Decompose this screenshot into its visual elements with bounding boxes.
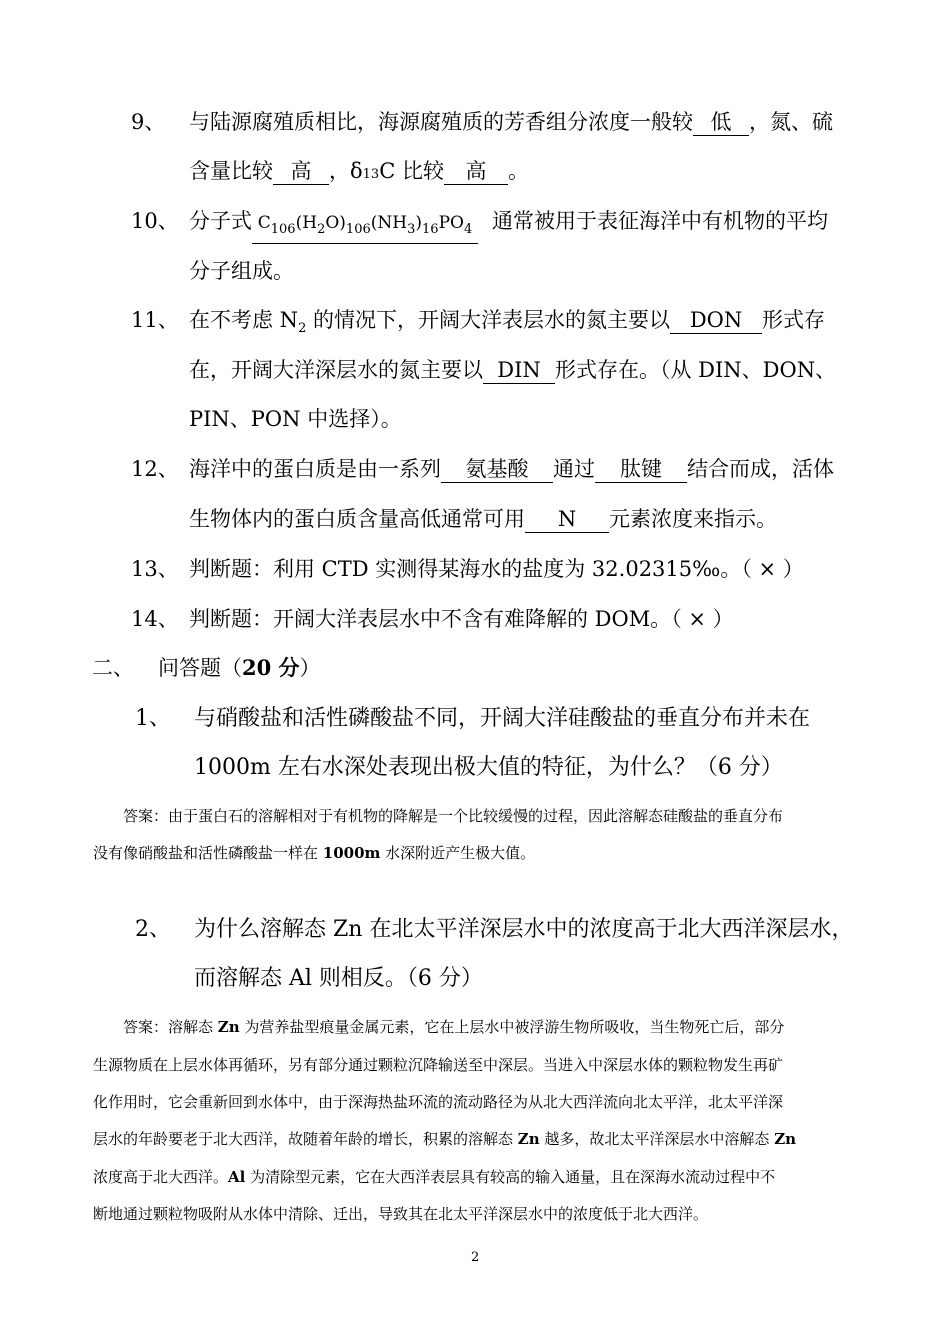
qa2-answer-line-2: 生源物质在上层水体再循环，另有部分通过颗粒沉降输送至中深层。当进入中深层水体的颗粒物发生再矿: [93, 1056, 784, 1074]
q9-text-c: 含量比较: [189, 159, 273, 183]
q10-formula-blank: [252, 210, 478, 244]
q14-number: 14、: [131, 607, 179, 631]
q11-blank-2: DIN: [483, 357, 555, 384]
qa2-answer-bold: Al: [228, 1168, 246, 1186]
formula-part: C: [257, 213, 271, 233]
qa2-answer-bold: Zn: [217, 1018, 240, 1036]
qa2-answer-text: 越多，故北太平洋深层水中溶解态: [539, 1130, 775, 1148]
qa2-answer-text: 为清除型元素，它在大西洋表层具有较高的输入通量，且在深海水流动过程中不: [245, 1168, 776, 1186]
formula-part: (H: [295, 213, 318, 233]
qa2-number: 2、: [135, 917, 171, 942]
q11-blank-1: DON: [670, 307, 762, 334]
q12-text-e: 元素浓度来指示。: [609, 507, 777, 531]
formula-sub: 2: [317, 222, 326, 237]
qa1-answer-line-1: 答案：由于蛋白石的溶解相对于有机物的降解是一个比较缓慢的过程，因此溶解态硅酸盐的垂直分布: [123, 807, 784, 825]
qa1-answer-line-2: [93, 842, 535, 864]
q11-line-1: [189, 306, 825, 343]
q12-number: 12、: [131, 457, 179, 481]
section-2-score: 20 分: [242, 655, 300, 680]
q10-line-1: [189, 207, 828, 244]
formula-part: ): [415, 213, 423, 233]
q12-blank-1: 氨基酸: [441, 456, 553, 483]
qa2-answer-line-6: 断地通过颗粒物吸附从水体中清除、迁出，导致其在北太平洋深层水中的浓度低于北大西洋。: [93, 1205, 709, 1223]
q9-number: 9、: [131, 110, 166, 134]
formula-sub: 4: [463, 222, 473, 237]
q12-text-b: 通过: [553, 457, 595, 481]
q9-blank-2: 高: [273, 158, 329, 185]
qa2-answer-text: 层水的年龄要老于北大西洋，故随着年龄的增长，积累的溶解态: [93, 1130, 518, 1148]
q10-line-2: 分子组成。: [189, 259, 294, 283]
q10-text-b: 通常被用于表征海洋中有机物的平均: [492, 209, 828, 233]
section-2-title-text: 问答题（: [158, 656, 242, 680]
qa1-answer-text: 没有像硝酸盐和活性磷酸盐一样在: [93, 844, 323, 862]
q11-line-3: PIN、PON 中选择）。: [189, 407, 402, 431]
q9-blank-3: 高: [444, 158, 508, 185]
q12-blank-2: 肽键: [595, 456, 687, 483]
section-2-title: [158, 654, 321, 682]
page-number: 2: [471, 1250, 480, 1265]
qa2-answer-text: 为营养盐型痕量金属元素，它在上层水中被浮游生物所吸收，当生物死亡后，部分: [239, 1018, 785, 1036]
q11-line-2: [189, 356, 836, 384]
q9-line-1: [189, 108, 833, 136]
formula-sub: 106: [270, 222, 296, 237]
qa1-answer-bold: 1000m: [322, 844, 381, 862]
qa1-line-1: 与硝酸盐和活性磷酸盐不同，开阔大洋硅酸盐的垂直分布并未在: [194, 706, 811, 731]
qa2-answer-line-1: [123, 1016, 784, 1038]
q13-text: 判断题：利用 CTD 实测得某海水的盐度为 32.02315‰。（ × ）: [189, 557, 804, 581]
q9-text-a: 与陆源腐殖质相比，海源腐殖质的芳香组分浓度一般较: [189, 110, 693, 134]
formula-part: PO: [438, 213, 464, 233]
q11-n2-subscript: 2: [298, 321, 307, 336]
q12-line-1: [189, 455, 834, 483]
qa2-answer-line-5: [93, 1166, 775, 1188]
qa2-answer-line-3: 化作用时，它会重新回到水体中，由于深海热盐环流的流动路径为从北大西洋流向北太平洋，北太平洋深: [93, 1093, 784, 1111]
q11-text-c: 形式存: [762, 308, 826, 332]
q14-text: 判断题：开阔大洋表层水中不含有难降解的 DOM。（ × ）: [189, 607, 734, 631]
q12-line-2: [189, 505, 777, 533]
section-2-title-close: ）: [299, 656, 321, 680]
formula-part: O): [325, 213, 346, 233]
q12-text-c: 结合而成，活体: [687, 457, 834, 481]
q10-prefix: 分子式: [189, 209, 252, 233]
qa2-line-1: 为什么溶解态 Zn 在北太平洋深层水中的浓度高于北大西洋深层水，: [194, 917, 854, 942]
q11-number: 11、: [131, 308, 179, 332]
qa2-answer-text: 浓度高于北大西洋。: [93, 1168, 229, 1186]
qa2-answer-bold: Zn: [517, 1130, 540, 1148]
q9-text-b: ，氮、硫: [749, 110, 833, 134]
q12-blank-3: N: [525, 506, 609, 533]
q9-text-d: ，δ: [329, 159, 363, 183]
q9-text-e: C 比较: [379, 159, 444, 183]
qa2-answer-line-4: [93, 1128, 796, 1150]
q9-delta-superscript: 13: [362, 167, 380, 182]
formula-sub: 3: [407, 222, 416, 237]
qa2-answer-bold: Zn: [774, 1130, 797, 1148]
q12-text-a: 海洋中的蛋白质是由一系列: [189, 457, 441, 481]
q11-text-a: 在不考虑 N: [189, 308, 299, 332]
section-2-number: 二、: [92, 656, 134, 680]
qa2-answer-text: 答案：溶解态: [123, 1018, 218, 1036]
qa1-answer-text: 水深附近产生极大值。: [380, 844, 536, 862]
q9-blank-1: 低: [693, 109, 749, 136]
q11-text-e: 形式存在。（从 DIN、DON、: [555, 358, 837, 382]
formula-part: (NH: [370, 213, 408, 233]
q11-text-d: 在，开阔大洋深层水的氮主要以: [189, 358, 483, 382]
q9-line-2: [189, 157, 529, 189]
q12-text-d: 生物体内的蛋白质含量高低通常可用: [189, 507, 525, 531]
qa2-line-2: 而溶解态 Al 则相反。（6 分）: [194, 966, 483, 991]
q10-number: 10、: [131, 209, 179, 233]
formula-sub: 16: [422, 222, 439, 237]
q9-text-f: 。: [507, 159, 529, 183]
formula-sub: 106: [345, 222, 371, 237]
q13-number: 13、: [131, 557, 179, 581]
qa1-line-2: 1000m 左右水深处表现出极大值的特征，为什么？（6 分）: [194, 755, 783, 780]
qa1-number: 1、: [135, 706, 171, 731]
q11-text-b: 的情况下，开阔大洋表层水的氮主要以: [306, 308, 671, 332]
